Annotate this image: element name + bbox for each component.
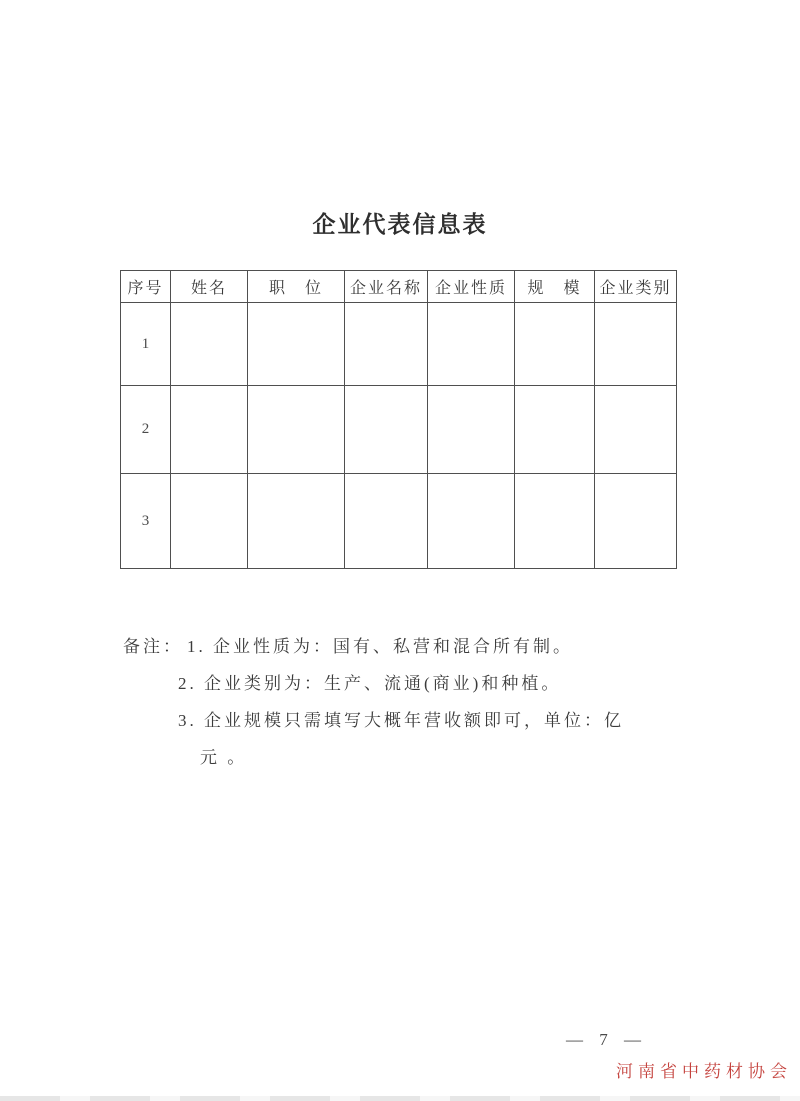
header-cell-company-nature: 企业性质	[428, 271, 515, 303]
row-index-cell: 1	[121, 303, 171, 386]
page-number: — 7 —	[566, 1030, 647, 1049]
empty-cell	[248, 474, 345, 569]
empty-cell	[345, 474, 428, 569]
note-line-1	[123, 628, 698, 665]
empty-cell	[345, 303, 428, 386]
page-title: 企业代表信息表	[312, 212, 488, 237]
header-cell-index: 序号	[121, 271, 171, 303]
empty-cell	[595, 474, 677, 569]
empty-cell	[248, 303, 345, 386]
info-table	[120, 270, 677, 569]
header-cell-scale: 规 模	[515, 271, 595, 303]
empty-cell	[515, 386, 595, 474]
note-line-2: 2. 企业类别为：生产、流通(商业)和种植。	[178, 674, 562, 693]
note-line-4: 元 。	[200, 748, 248, 767]
empty-cell	[171, 303, 248, 386]
notes-block	[123, 628, 698, 776]
table-row	[121, 303, 677, 386]
note-line-3: 3. 企业规模只需填写大概年营收额即可，单位：亿	[178, 711, 624, 730]
empty-cell	[595, 386, 677, 474]
header-cell-company-category: 企业类别	[595, 271, 677, 303]
table-row	[121, 474, 677, 569]
header-cell-name: 姓名	[171, 271, 248, 303]
empty-cell	[171, 386, 248, 474]
row-index-cell: 3	[121, 474, 171, 569]
empty-cell	[595, 303, 677, 386]
empty-cell	[515, 474, 595, 569]
note-item-1: 1. 企业性质为：国有、私营和混合所有制。	[187, 637, 573, 656]
empty-cell	[515, 303, 595, 386]
notes-label: 备注：	[123, 637, 183, 656]
header-cell-position: 职 位	[248, 271, 345, 303]
empty-cell	[248, 386, 345, 474]
empty-cell	[428, 386, 515, 474]
empty-cell	[171, 474, 248, 569]
info-table-container	[120, 270, 676, 569]
table-header-row	[121, 271, 677, 303]
row-index-cell: 2	[121, 386, 171, 474]
empty-cell	[428, 303, 515, 386]
footer-organization-name: 河南省中药材协会	[616, 1062, 792, 1081]
empty-cell	[345, 386, 428, 474]
table-row	[121, 386, 677, 474]
page-bottom-edge	[0, 1096, 800, 1101]
header-cell-company-name: 企业名称	[345, 271, 428, 303]
empty-cell	[428, 474, 515, 569]
